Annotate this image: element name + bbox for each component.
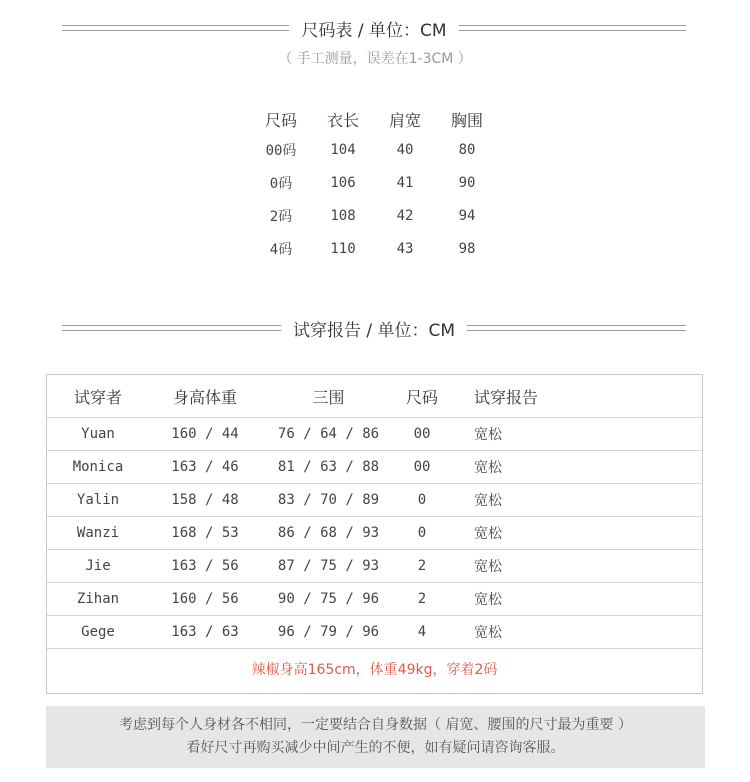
cell-height-weight: 160 / 56 <box>149 583 261 616</box>
title-rule-left <box>62 325 281 331</box>
title-rule-left <box>62 25 289 31</box>
cell-bust: 98 <box>458 240 476 257</box>
cell-measurements: 81 / 63 / 88 <box>261 451 396 484</box>
cell-report: 宽松 <box>448 616 702 649</box>
table-row <box>250 166 498 199</box>
table-row <box>47 418 702 451</box>
cell-bust: 80 <box>458 141 476 158</box>
cell-length: 106 <box>330 174 356 191</box>
cell-measurements: 96 / 79 / 96 <box>261 616 396 649</box>
cell-height-weight: 158 / 48 <box>149 484 261 517</box>
cell-measurements: 86 / 68 / 93 <box>261 517 396 550</box>
title-rule-right <box>467 325 686 331</box>
notice-line-2: 看好尺寸再购买减少中间产生的不便，如有疑问请咨询客服。 <box>186 740 565 756</box>
cell-report: 宽松 <box>448 550 702 583</box>
size-chart-table <box>250 105 498 265</box>
cell-measurements: 83 / 70 / 89 <box>261 484 396 517</box>
table-row <box>250 133 498 166</box>
try-on-header-row <box>47 375 702 418</box>
cell-length: 104 <box>330 141 356 158</box>
header-height-weight: 身高体重 <box>149 375 261 418</box>
try-on-title-text: 试穿报告 / 单位：CM <box>292 320 456 341</box>
model-note: 辣椒身高165cm，体重49kg，穿着2码 <box>251 662 498 678</box>
cell-size: 4码 <box>269 241 293 258</box>
notice-line-1: 考虑到每个人身材各不相同，一定要结合自身数据（ 肩宽、腰围的尺寸最为重要 ） <box>119 717 632 733</box>
size-chart-title <box>62 16 686 40</box>
cell-size: 00 <box>396 418 448 451</box>
table-row <box>250 199 498 232</box>
cell-tester: Wanzi <box>47 517 149 550</box>
header-length: 衣长 <box>326 110 359 130</box>
header-measurements: 三围 <box>261 375 396 418</box>
header-tester: 试穿者 <box>47 375 149 418</box>
cell-tester: Gege <box>47 616 149 649</box>
header-report: 试穿报告 <box>448 375 702 418</box>
cell-measurements: 76 / 64 / 86 <box>261 418 396 451</box>
cell-size: 4 <box>396 616 448 649</box>
cell-bust: 90 <box>458 174 476 191</box>
cell-height-weight: 163 / 56 <box>149 550 261 583</box>
table-row <box>250 232 498 265</box>
measurement-note: （ 手工测量，误差在1-3CM ） <box>278 51 472 67</box>
cell-shoulder: 41 <box>396 174 414 191</box>
table-row <box>47 583 702 616</box>
cell-bust: 94 <box>458 207 476 224</box>
cell-size: 0 <box>396 484 448 517</box>
try-on-title <box>62 316 686 340</box>
cell-measurements: 87 / 75 / 93 <box>261 550 396 583</box>
cell-report: 宽松 <box>448 517 702 550</box>
cell-size: 00 <box>396 451 448 484</box>
cell-height-weight: 160 / 44 <box>149 418 261 451</box>
try-on-table-box <box>46 374 703 694</box>
cell-size: 2 <box>396 583 448 616</box>
cell-size: 0码 <box>269 175 293 192</box>
cell-tester: Yuan <box>47 418 149 451</box>
cell-height-weight: 168 / 53 <box>149 517 261 550</box>
cell-shoulder: 43 <box>396 240 414 257</box>
header-bust: 胸围 <box>450 110 483 130</box>
cell-size: 0 <box>396 517 448 550</box>
cell-size: 2码 <box>269 208 293 225</box>
table-row <box>47 550 702 583</box>
size-chart-title-text: 尺码表 / 单位：CM <box>301 20 447 41</box>
header-size: 尺码 <box>264 110 297 130</box>
table-row <box>47 616 702 649</box>
cell-tester: Monica <box>47 451 149 484</box>
cell-report: 宽松 <box>448 451 702 484</box>
table-row <box>47 484 702 517</box>
cell-size: 00码 <box>265 142 297 159</box>
title-rule-right <box>459 25 686 31</box>
cell-report: 宽松 <box>448 583 702 616</box>
cell-report: 宽松 <box>448 418 702 451</box>
table-row <box>47 517 702 550</box>
cell-length: 110 <box>330 240 356 257</box>
table-row <box>47 451 702 484</box>
header-size: 尺码 <box>396 375 448 418</box>
cell-length: 108 <box>330 207 356 224</box>
cell-height-weight: 163 / 63 <box>149 616 261 649</box>
cell-tester: Jie <box>47 550 149 583</box>
cell-shoulder: 40 <box>396 141 414 158</box>
sizing-notice <box>46 706 705 768</box>
header-shoulder: 肩宽 <box>388 110 421 130</box>
cell-tester: Yalin <box>47 484 149 517</box>
cell-report: 宽松 <box>448 484 702 517</box>
cell-measurements: 90 / 75 / 96 <box>261 583 396 616</box>
size-chart-header-row <box>250 105 498 133</box>
try-on-table <box>47 375 702 649</box>
cell-height-weight: 163 / 46 <box>149 451 261 484</box>
cell-shoulder: 42 <box>396 207 414 224</box>
cell-tester: Zihan <box>47 583 149 616</box>
cell-size: 2 <box>396 550 448 583</box>
